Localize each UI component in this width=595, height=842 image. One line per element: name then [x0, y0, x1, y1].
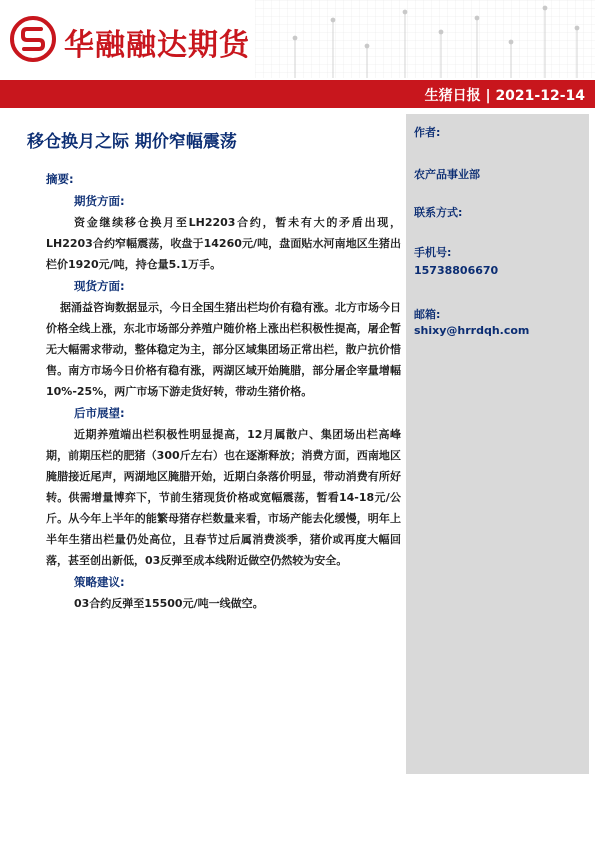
page-header: [0, 0, 595, 80]
spot-heading: 现货方面:: [74, 279, 125, 293]
report-type-date: 生猪日报 | 2021-12-14: [424, 88, 585, 104]
contact-label: 联系方式:: [414, 206, 463, 219]
outlook-paragraph: 近期养殖端出栏积极性明显提高，12月属散户、集团场出栏高峰期，前期压栏的肥猪（300斤左右）也在逐渐释放；消费方面，西南地区腌腊接近尾声，两湖地区腌腊开始，近期白条落价明显，带动消费有所好转。供需增量博弈下，节前生猪现货价格或宽幅震荡，暂看14-18元/公斤。从今年上半年的能繁母猪存栏数量来看，市场产能去化缓慢，明年上半年生猪出栏量仍处高位，且春节过后属消费淡季，猪价或再度大幅回落，甚至创出新低，03反弹至成本线附近做空仍然较为安全。: [46, 428, 401, 567]
phone-number: 15738806670: [414, 264, 499, 277]
summary-heading: 摘要:: [46, 172, 74, 186]
strategy-heading: 策略建议:: [74, 575, 125, 589]
author-sidebar: [406, 114, 589, 774]
brand-name: 华融融达期货: [64, 28, 250, 63]
email-address[interactable]: shixy@hrrdqh.com: [414, 324, 530, 337]
strategy-paragraph: 03合约反弹至15500元/吨一线做空。: [74, 597, 264, 610]
email-label: 邮箱:: [414, 308, 441, 321]
futures-paragraph: 资金继续移仓换月至LH2203合约，暂未有大的矛盾出现，LH2203合约窄幅震荡，收盘于14260元/吨，盘面贴水河南地区生猪出栏价1920元/吨，持仓量5.1万手。: [46, 216, 401, 271]
futures-heading: 期货方面:: [74, 194, 125, 208]
spot-paragraph: 据涌益咨询数据显示，今日全国生猪出栏均价有稳有涨。北方市场今日价格全线上涨，东北市场部分养殖户随价格上涨出栏积极性提高，屠企暂无大幅需求带动，整体稳定为主，部分区域集团场正常出栏，散户抗价惜售。南方市场今日价格有稳有涨，两湖区域开始腌腊，部分屠企宰量增幅10%-25%，两广市场下游走货好转，带动生猪价格。: [46, 301, 401, 398]
department: 农产品事业部: [414, 168, 480, 181]
outlook-heading: 后市展望:: [74, 406, 125, 420]
report-title: 移仓换月之际 期价窄幅震荡: [27, 132, 237, 152]
author-label: 作者:: [414, 126, 441, 139]
header-decoration: [255, 0, 595, 78]
phone-label: 手机号:: [414, 246, 452, 259]
report-body: [46, 168, 401, 614]
company-logo-icon: [10, 16, 56, 62]
